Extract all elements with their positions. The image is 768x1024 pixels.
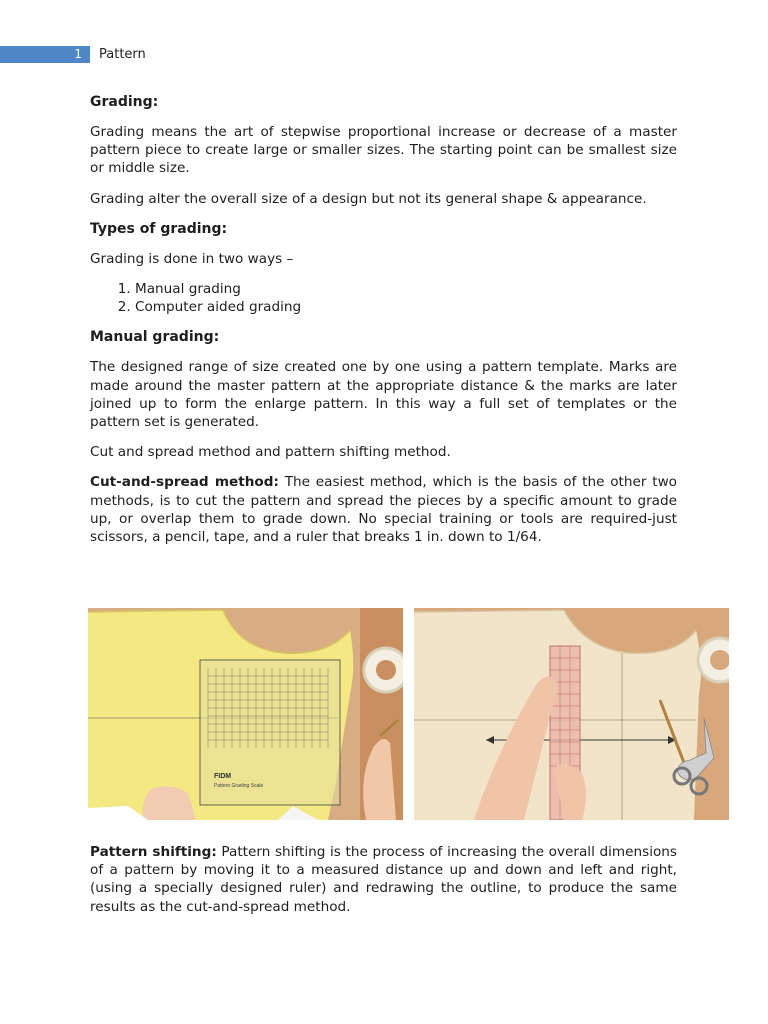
types-heading: Types of grading: [90, 220, 228, 237]
pattern-shifting-illustration [414, 608, 729, 820]
manual-para-1: The designed range of size created one by one using a pattern template. Marks are made around the master pattern at the appropriate distance & the marks are later joined up to form the enlarge pattern. In this way a full set of templates or the pattern set is generated. [90, 359, 677, 431]
header-title: Pattern [99, 47, 146, 62]
cut-spread-para [90, 473, 677, 546]
types-intro: Grading is done in two ways – [90, 250, 294, 267]
grading-para-1: Grading means the art of stepwise proportional increase or decrease of a master pattern piece to create large or smaller sizes. The starting point can be smallest size or middle size. [90, 124, 677, 177]
list-item: 2. Computer aided grading [135, 298, 677, 316]
pattern-shifting-photo [414, 608, 729, 820]
manual-heading: Manual grading: [90, 329, 220, 346]
cut-spread-term: Cut-and-spread method: [90, 474, 279, 491]
cut-spread-illustration [88, 608, 403, 820]
page-number: 1 [74, 47, 82, 61]
photo-row [88, 608, 729, 820]
ruler-brand: FIDM [214, 773, 232, 780]
list-item: 1. Manual grading [135, 280, 677, 298]
grading-para-2: Grading alter the overall size of a design but not its general shape & appearance. [90, 190, 647, 207]
pattern-shifting-term: Pattern shifting: [90, 844, 217, 860]
ruler-caption: Pattern Grading Scale [214, 783, 264, 789]
pattern-shifting-text: Pattern shifting is the process of increasing the overall dimensions of a pattern by moving it to a measured distance up and down and left and right, (using a specially designed ruler) and redrawing the outline, to produce the same results as the cut-and-spread method. [90, 844, 677, 915]
document-body [90, 93, 677, 558]
grading-heading: Grading: [90, 94, 159, 110]
cut-spread-photo [88, 608, 403, 820]
types-list [90, 280, 677, 316]
manual-para-2: Cut and spread method and pattern shifting method. [90, 444, 451, 461]
pattern-shifting-para [90, 843, 677, 916]
cut-spread-text: The easiest method, which is the basis of the other two methods, is to cut the pattern and spread the pieces by a specific amount to grade up, or overlap them to grade down. No special training or tools are required-just scissors, a pencil, tape, and a ruler that breaks 1 in. down to 1/64. [90, 474, 677, 546]
